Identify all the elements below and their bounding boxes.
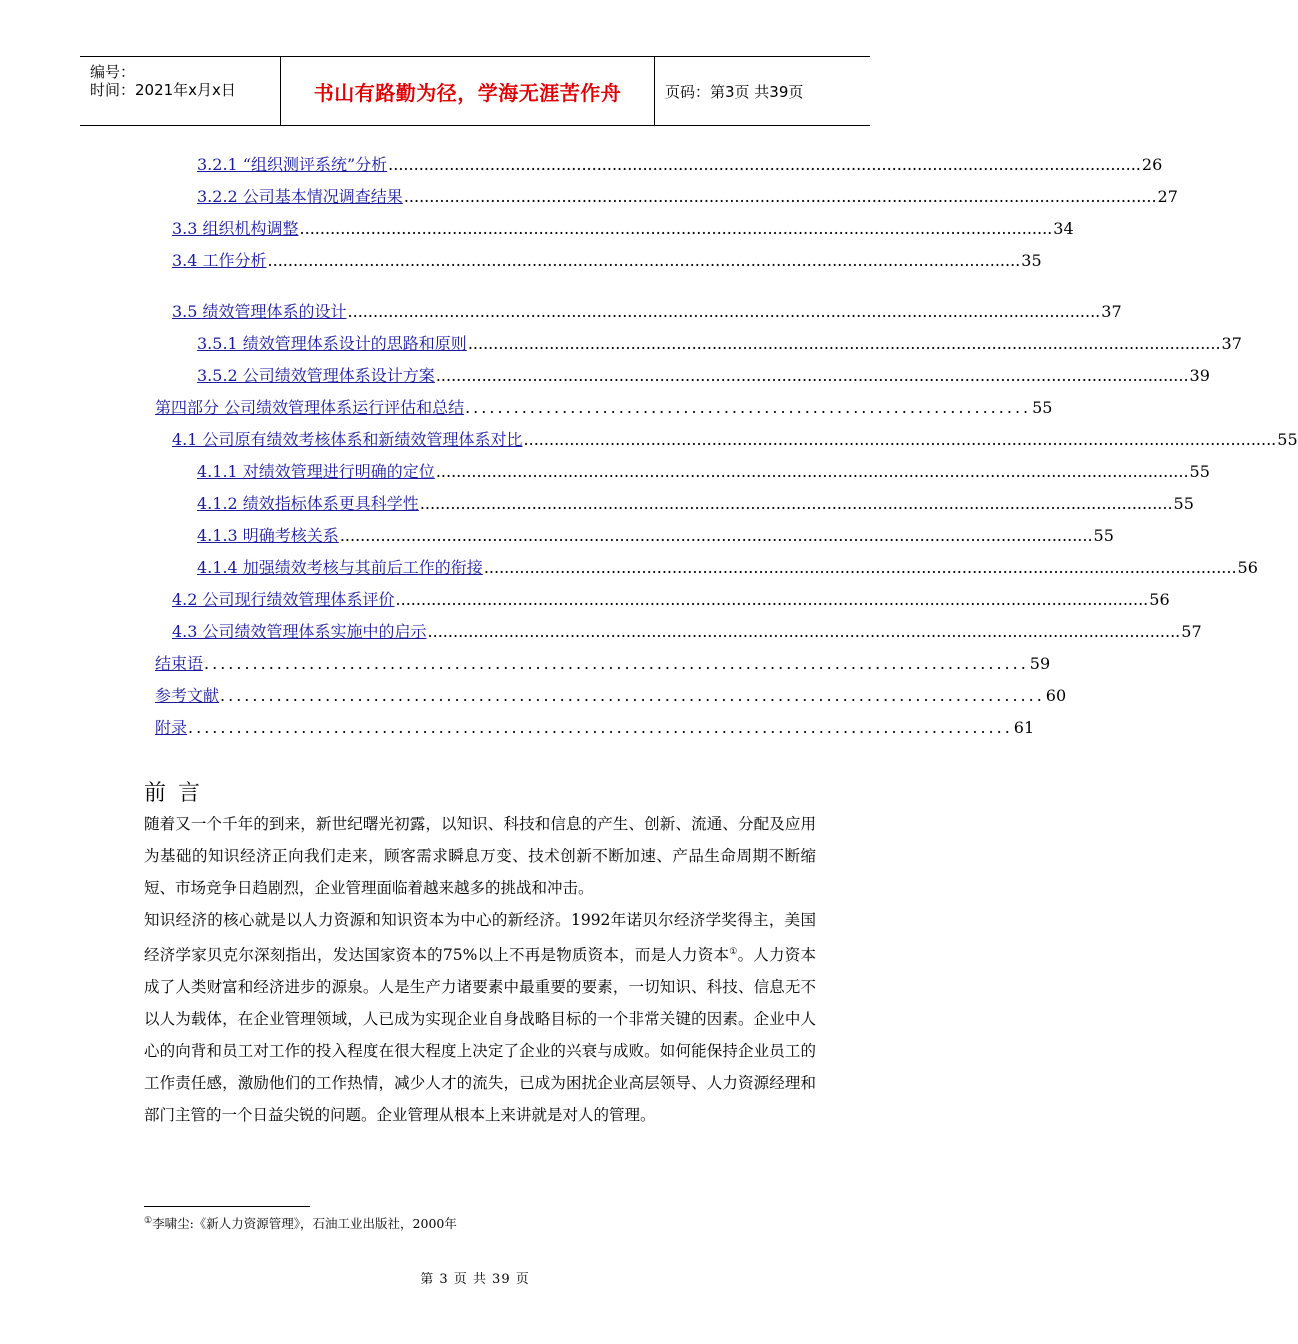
toc-entry-label[interactable]: 4.1 公司原有绩效考核体系和新绩效管理体系对比 <box>172 430 523 449</box>
toc-entry[interactable] <box>197 365 1210 387</box>
doc-time-label: 时间：2021年x月x日 <box>90 81 236 99</box>
toc-entry-label[interactable]: 3.5.2 公司绩效管理体系设计方案 <box>197 366 435 385</box>
toc-entry-label[interactable]: 4.1.4 加强绩效考核与其前后工作的衔接 <box>197 558 483 577</box>
toc-entry-page: 35 <box>1021 251 1042 270</box>
toc-entry[interactable] <box>197 557 1258 579</box>
toc-entry-label[interactable]: 3.5 绩效管理体系的设计 <box>172 302 347 321</box>
toc-entry[interactable] <box>155 717 1035 739</box>
paragraph-text: 。人力资本成了人类财富和经济进步的源泉。人是生产力诸要素中最重要的要素，一切知识、科技、信息无不以人为载体，在企业管理领域，人已成为实现企业自身战略目标的一个非常关键的因素。企业中人心的向背和员工对工作的投入程度在很大程度上决定了企业的兴衰与成败。如何能保持企业员工的工作责任感，激励他们的工作热情，减少人才的流失，已成为困扰企业高层领导、人力资源经理和部门主管的一个日益尖锐的问题。企业管理从根本上来讲就是对人的管理。 <box>144 946 816 1125</box>
toc-entry[interactable] <box>172 250 1042 272</box>
toc-leader: .................................................................................................................................................... <box>395 590 1149 609</box>
toc-entry-page: 55 <box>1032 398 1053 417</box>
toc-entry-page: 55 <box>1093 526 1114 545</box>
toc-entry[interactable] <box>197 333 1242 355</box>
toc-entry-page: 56 <box>1237 558 1258 577</box>
doc-number-label: 编号： <box>90 63 136 81</box>
toc-entry[interactable] <box>155 653 1051 675</box>
toc-entry[interactable] <box>197 493 1194 515</box>
toc-entry-page: 55 <box>1277 430 1298 449</box>
footnote-ref[interactable]: ① <box>729 947 738 957</box>
toc-entry[interactable] <box>155 397 1053 419</box>
toc-entry-page: 26 <box>1141 155 1163 174</box>
toc-entry-page: 37 <box>1221 334 1242 353</box>
toc-leader: .................................................................................................................................................... <box>403 187 1157 206</box>
toc-entry-page: 34 <box>1053 219 1074 238</box>
toc-leader: .................................................................................................................................................... <box>435 462 1189 481</box>
toc-entry-page: 60 <box>1045 686 1067 705</box>
toc-entry[interactable] <box>172 218 1074 240</box>
toc-leader: .................................................................................................................................................... <box>483 558 1237 577</box>
toc-entry[interactable] <box>197 154 1163 176</box>
toc-entry-label[interactable]: 第四部分 公司绩效管理体系运行评估和总结 <box>155 398 465 417</box>
toc-leader: .................................................................................................................................................... <box>523 430 1277 449</box>
toc-entry-page: 39 <box>1189 366 1210 385</box>
toc-entry[interactable] <box>172 621 1202 643</box>
toc-leader: ...................................................................................................... <box>204 654 1029 673</box>
toc-entry-page: 59 <box>1029 654 1051 673</box>
foreword-paragraph-1: 随着又一个千年的到来，新世纪曙光初露，以知识、科技和信息的产生、创新、流通、分配及应用为基础的知识经济正向我们走来，顾客需求瞬息万变、技术创新不断加速、产品生命周期不断缩短、市场竞争日趋剧烈，企业管理面临着越来越多的挑战和冲击。 <box>144 815 816 897</box>
foreword-title: 前言 <box>144 781 213 806</box>
toc-leader: .................................................................................................................................................... <box>347 302 1101 321</box>
toc-entry-label[interactable]: 附录 <box>155 718 188 737</box>
toc-leader: ...................................................................................................... <box>188 718 1013 737</box>
header-meta <box>80 57 281 125</box>
toc-entry-label[interactable]: 3.5.1 绩效管理体系设计的思路和原则 <box>197 334 467 353</box>
header-motto: 书山有路勤为径，学海无涯苦作舟 <box>281 57 655 125</box>
toc-entry-label[interactable]: 3.2.1 “组织测评系统”分析 <box>197 155 388 174</box>
toc-entry-page: 27 <box>1157 187 1178 206</box>
toc-entry-page: 61 <box>1013 718 1035 737</box>
toc-leader: .................................................................................................................................................... <box>299 219 1053 238</box>
toc-entry-label[interactable]: 4.1.1 对绩效管理进行明确的定位 <box>197 462 435 481</box>
toc-entry[interactable] <box>172 429 1298 451</box>
toc-leader: .................................................................................................................................................... <box>419 494 1173 513</box>
toc-leader: .................................................................................................................................................... <box>339 526 1093 545</box>
toc-entry-page: 37 <box>1101 302 1122 321</box>
toc-entry-page: 55 <box>1173 494 1194 513</box>
toc-leader: .................................................................................................................................................... <box>427 622 1181 641</box>
toc-entry-label[interactable]: 3.2.2 公司基本情况调查结果 <box>197 187 403 206</box>
toc-entry[interactable] <box>172 589 1170 611</box>
toc-leader: .................................................................................................................................................... <box>467 334 1221 353</box>
toc-leader: .................................................................................................................................................... <box>435 366 1189 385</box>
toc-leader: .................................................................................................................................................... <box>388 155 1141 174</box>
toc-entry[interactable] <box>197 525 1114 547</box>
toc-leader: ...................................................................... <box>465 398 1032 417</box>
toc-leader: ...................................................................................................... <box>220 686 1045 705</box>
toc-entry-label[interactable]: 结束语 <box>155 654 204 673</box>
footnote-text: 李啸尘:《新人力资源管理》，石油工业出版社，2000年 <box>152 1216 457 1231</box>
toc-entry[interactable] <box>155 685 1067 707</box>
paragraph-text: 知识经济的核心就是以人力资源和知识资本为中心的新经济。1992年诺贝尔经济学奖得主，美国经济学家贝克尔深刻指出，发达国家资本的75%以上不再是物质资本，而是人力资本 <box>144 911 816 965</box>
toc-entry-page: 57 <box>1181 622 1202 641</box>
toc-entry[interactable] <box>172 301 1122 323</box>
page-header <box>80 56 870 126</box>
footnote-mark: ① <box>144 1215 153 1226</box>
toc-entry-label[interactable]: 参考文献 <box>155 686 220 705</box>
page-footer: 第 3 页 共 39 页 <box>420 1272 530 1287</box>
toc-entry-page: 55 <box>1189 462 1210 481</box>
foreword-paragraph-2 <box>144 904 816 1131</box>
header-page-info: 页码：第3页 共39页 <box>665 82 804 101</box>
footnote <box>144 1214 457 1232</box>
toc-entry-label[interactable]: 3.3 组织机构调整 <box>172 219 299 238</box>
toc-entry[interactable] <box>197 461 1210 483</box>
toc-leader: .................................................................................................................................................... <box>267 251 1021 270</box>
toc-entry[interactable] <box>197 186 1178 208</box>
footnote-divider <box>144 1206 310 1207</box>
toc-entry-label[interactable]: 4.1.2 绩效指标体系更具科学性 <box>197 494 419 513</box>
toc-entry-page: 56 <box>1149 590 1170 609</box>
toc-entry-label[interactable]: 4.1.3 明确考核关系 <box>197 526 339 545</box>
toc-entry-label[interactable]: 3.4 工作分析 <box>172 251 267 270</box>
toc-entry-label[interactable]: 4.2 公司现行绩效管理体系评价 <box>172 590 395 609</box>
toc-entry-label[interactable]: 4.3 公司绩效管理体系实施中的启示 <box>172 622 427 641</box>
